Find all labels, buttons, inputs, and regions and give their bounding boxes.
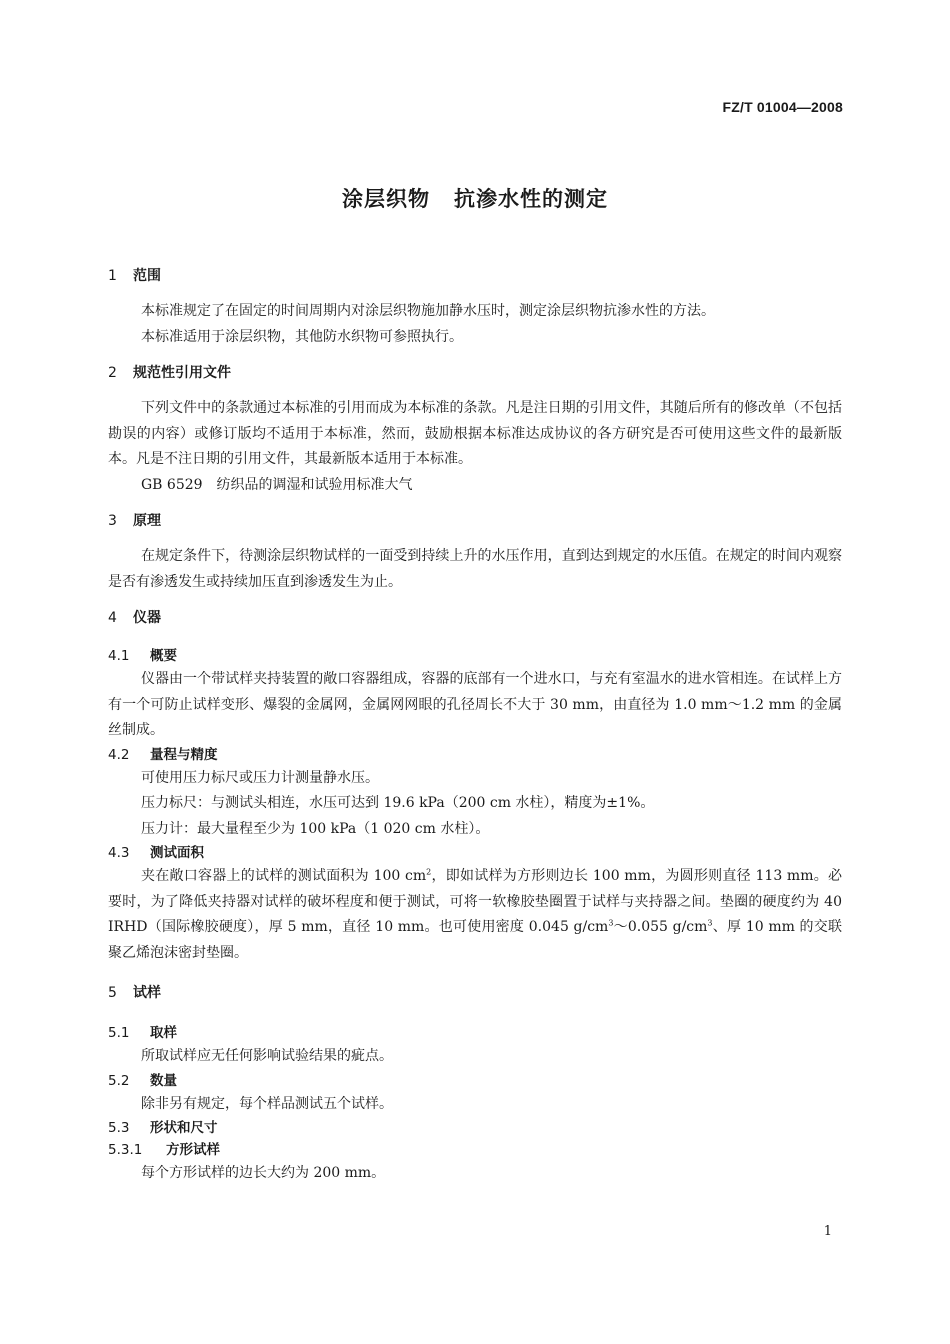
subsection-number: 5.3 [108, 1120, 130, 1136]
subsection-heading-overview [108, 645, 842, 667]
subsection-number: 4.2 [108, 746, 130, 763]
section-title: 规范性引用文件 [133, 365, 231, 381]
section-number: 4 [108, 610, 117, 626]
section-number: 3 [108, 513, 117, 529]
paragraph [108, 864, 842, 966]
text-run: 、厚 10 mm 的交联聚乙烯泡沫密封垫圈。 [108, 919, 843, 961]
page-number: 1 [823, 1224, 832, 1239]
section-heading-principle [108, 510, 842, 532]
subsection-heading-range-precision [108, 744, 842, 766]
paragraph: 每个方形试样的边长大约为 200 mm。 [141, 1165, 386, 1181]
section-heading-scope [108, 265, 842, 287]
paragraph: 仪器由一个带试样夹持装置的敞口容器组成，容器的底部有一个进水口，与充有室温水的进水管相连。在试样上方有一个可防止试样变形、爆裂的金属网，金属网网眼的孔径周长不大于 30 mm，由直径为 1.0 mm～1.2 mm 的金属丝制成。 [108, 671, 842, 738]
paragraph: 压力计：最大量程至少为 100 kPa（1 020 cm 水柱）。 [141, 820, 490, 837]
superscript: 3 [707, 918, 713, 928]
document-title [0, 183, 950, 213]
subsection-title: 测试面积 [150, 845, 204, 861]
document-body [108, 265, 842, 1187]
subsubsection-title: 方形试样 [166, 1142, 220, 1158]
superscript: 2 [426, 867, 432, 877]
paragraph: 下列文件中的条款通过本标准的引用而成为本标准的条款。凡是注日期的引用文件，其随后所有的修改单（不包括勘误的内容）或修订版均不适用于本标准，然而，鼓励根据本标准达成协议的各方研究是否可使用这些文件的最新版本。凡是不注日期的引用文件，其最新版本适用于本标准。 [108, 400, 842, 467]
reference-item: GB 6529 纺织品的调湿和试验用标准大气 [141, 476, 413, 493]
subsection-title: 概要 [150, 648, 177, 664]
section-title: 范围 [133, 268, 161, 284]
section-number: 1 [108, 268, 117, 284]
standard-code: FZ/T 01004—2008 [722, 99, 843, 115]
section-heading-apparatus [108, 607, 842, 629]
paragraph: 在规定条件下，待测涂层织物试样的一面受到持续上升的水压作用，直到达到规定的水压值。在规定的时间内观察是否有渗透发生或持续加压直到渗透发生为止。 [108, 548, 842, 590]
subsection-heading-sampling [108, 1022, 842, 1044]
text-run: 夹在敞口容器上的试样的测试面积为 100 cm [141, 868, 427, 884]
subsection-heading-shape-size [108, 1117, 842, 1139]
subsection-heading-quantity [108, 1070, 842, 1092]
paragraph: 除非另有规定，每个样品测试五个试样。 [141, 1095, 393, 1112]
section-number: 2 [108, 365, 117, 381]
paragraph: 压力标尺：与测试头相连，水压可达到 19.6 kPa（200 cm 水柱），精度为±1%。 [141, 795, 655, 811]
section-title: 仪器 [133, 610, 161, 626]
subsection-number: 4.3 [108, 845, 130, 861]
subsection-heading-test-area [108, 842, 842, 864]
section-heading-specimens [108, 982, 842, 1004]
section-heading-normative-references [108, 362, 842, 384]
superscript: 3 [608, 918, 614, 928]
paragraph: 本标准规定了在固定的时间周期内对涂层织物施加静水压时，测定涂层织物抗渗水性的方法。 [141, 303, 715, 319]
subsubsection-heading-square-specimen [108, 1139, 842, 1161]
subsection-title: 数量 [150, 1072, 177, 1089]
subsection-title: 形状和尺寸 [150, 1120, 218, 1136]
subsection-title: 取样 [150, 1025, 177, 1041]
subsection-title: 量程与精度 [150, 746, 218, 763]
subsection-number: 4.1 [108, 648, 130, 664]
subsubsection-number: 5.3.1 [108, 1142, 143, 1158]
section-title: 原理 [133, 513, 161, 529]
section-title: 试样 [133, 985, 161, 1001]
subsection-number: 5.1 [108, 1025, 130, 1041]
paragraph: 可使用压力标尺或压力计测量静水压。 [141, 769, 379, 786]
text-run: ～0.055 g/cm [613, 919, 708, 935]
paragraph: 本标准适用于涂层织物，其他防水织物可参照执行。 [141, 328, 463, 345]
section-number: 5 [108, 985, 117, 1001]
text-run: ，即如试样为方形则边长 100 mm，为圆形则直径 113 mm。必要时，为了降低夹持器对试样的破坏程度和便于测试，可将一软橡胶垫圈置于试样与夹持器之间。垫圈的硬度约为 40 IRHD（国际橡胶硬度），厚 5 mm，直径 10 mm。也可使用密度 0.045 g/cm [108, 868, 842, 935]
subsection-number: 5.2 [108, 1072, 130, 1089]
paragraph: 所取试样应无任何影响试验结果的疵点。 [141, 1048, 393, 1064]
title-part1: 涂层织物 [342, 187, 430, 211]
title-part2: 抗渗水性的测定 [454, 187, 608, 211]
